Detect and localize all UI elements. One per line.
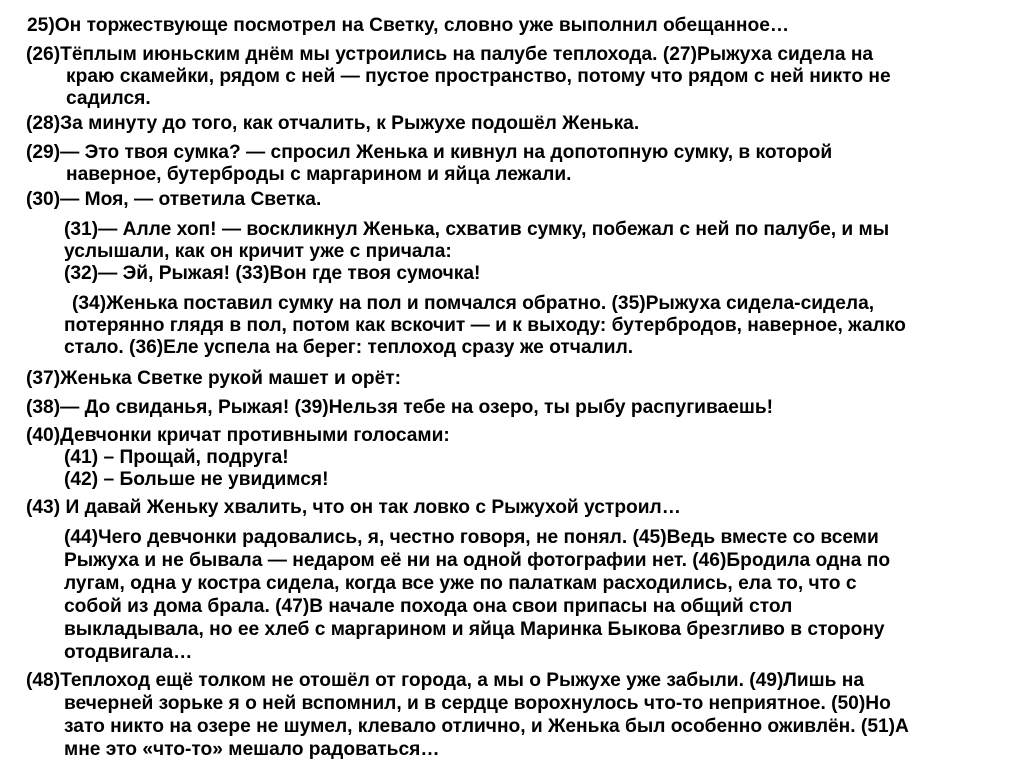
text-line: мне это «что-то» мешало радоваться… bbox=[64, 739, 440, 760]
text-line: (38)— До свиданья, Рыжая! (39)Нельзя тебе на озеро, ты рыбу распугиваешь! bbox=[26, 397, 774, 418]
text-line: выкладывала, но ее хлеб с маргарином и яйца Маринка Быкова брезгливо в сторону bbox=[64, 619, 885, 640]
text-line: (30)— Моя, — ответила Светка. bbox=[26, 189, 322, 210]
text-line: (41) – Прощай, подруга! bbox=[64, 447, 289, 468]
text-line: садился. bbox=[66, 88, 151, 109]
text-line: (34)Женька поставил сумку на пол и помчался обратно. (35)Рыжуха сидела-сидела, bbox=[72, 293, 875, 314]
text-line: (37)Женька Светке рукой машет и орёт: bbox=[26, 368, 402, 389]
text-line: отодвигала… bbox=[64, 642, 193, 663]
text-line: 25)Он торжествующе посмотрел на Светку, словно уже выполнил обещанное… bbox=[27, 15, 790, 36]
text-line: (28)За минуту до того, как отчалить, к Рыжухе подошёл Женька. bbox=[26, 113, 640, 134]
text-line: наверное, бутерброды с маргарином и яйца лежали. bbox=[66, 164, 572, 185]
text-line: стало. (36)Еле успела на берег: теплоход сразу же отчалил. bbox=[64, 337, 634, 358]
text-line: (44)Чего девчонки радовались, я, честно говоря, не понял. (45)Ведь вместе со всеми bbox=[64, 527, 879, 548]
text-line: (31)— Алле хоп! — воскликнул Женька, схватив сумку, побежал с ней по палубе, и мы bbox=[64, 219, 890, 240]
text-line: вечерней зорьке я о ней вспомнил, и в сердце ворохнулось что-то неприятное. (50)Но bbox=[64, 693, 891, 714]
text-line: услышали, как он кричит уже с причала: bbox=[64, 241, 452, 262]
text-line: зато никто на озере не шумел, клевало отлично, и Женька был особенно оживлён. (51)А bbox=[64, 716, 909, 737]
text-line: краю скамейки, рядом с ней — пустое пространство, потому что рядом с ней никто не bbox=[66, 66, 891, 87]
text-line: собой из дома брала. (47)В начале похода она свои припасы на общий стол bbox=[64, 596, 793, 617]
text-line: (32)— Эй, Рыжая! (33)Вон где твоя сумочка! bbox=[64, 263, 481, 284]
text-line: Рыжуха и не бывала — недаром её ни на одной фотографии нет. (46)Бродила одна по bbox=[64, 550, 891, 571]
text-line: лугам, одна у костра сидела, когда все уже по палаткам расходились, ела то, что с bbox=[64, 573, 857, 594]
text-line: (42) – Больше не увидимся! bbox=[64, 469, 329, 490]
text-line: (29)— Это твоя сумка? — спросил Женька и кивнул на допотопную сумку, в которой bbox=[26, 142, 833, 163]
text-line: (40)Девчонки кричат противными голосами: bbox=[26, 425, 450, 446]
text-line: (43) И давай Женьку хвалить, что он так ловко с Рыжухой устроил… bbox=[26, 497, 681, 518]
text-line: потерянно глядя в пол, потом как вскочит — и к выходу: бутербродов, наверное, жалко bbox=[64, 315, 906, 336]
text-line: (48)Теплоход ещё толком не отошёл от города, а мы о Рыжухе уже забыли. (49)Лишь на bbox=[26, 670, 864, 691]
text-line: (26)Тёплым июньским днём мы устроились на палубе теплохода. (27)Рыжуха сидела на bbox=[26, 44, 874, 65]
